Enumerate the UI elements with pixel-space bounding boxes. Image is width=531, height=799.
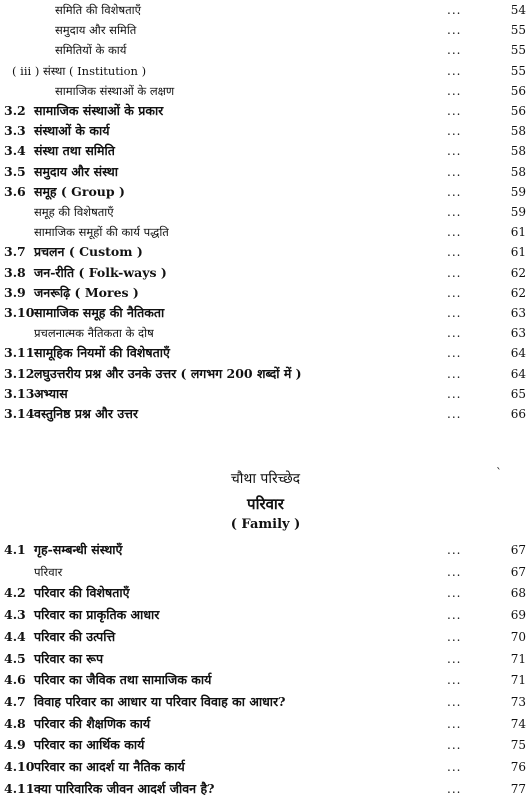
toc-entry bbox=[0, 364, 531, 384]
entry-number: 4.5 bbox=[4, 650, 26, 666]
entry-page-number: 58 bbox=[510, 124, 526, 139]
entry-page-number: 71 bbox=[510, 673, 526, 688]
entry-title: जनरूढ़ि ( Mores ) bbox=[34, 284, 139, 300]
entry-title: ( iii ) संस्था ( Institution ) bbox=[12, 63, 147, 78]
toc-entry bbox=[0, 141, 531, 161]
leader-dots: ... bbox=[447, 245, 462, 260]
leader-dots: ... bbox=[447, 3, 462, 17]
entry-title: समुदाय और समिति bbox=[55, 23, 137, 38]
entry-page-number: 59 bbox=[510, 184, 526, 199]
toc-entry bbox=[0, 323, 531, 343]
entry-title: सामाजिक संस्थाओं के लक्षण bbox=[55, 83, 175, 98]
entry-page-number: 76 bbox=[510, 760, 526, 774]
entry-number: 4.1 bbox=[4, 542, 26, 557]
toc-entry bbox=[0, 20, 531, 40]
toc-entry bbox=[0, 303, 531, 323]
leader-dots: ... bbox=[447, 124, 462, 139]
chapter-subtitle: ( Family ) bbox=[230, 517, 301, 532]
entry-number: 4.2 bbox=[4, 585, 26, 601]
toc-entry bbox=[0, 121, 531, 141]
leader-dots: ... bbox=[447, 716, 462, 731]
entry-title: संस्थाओं के कार्य bbox=[34, 123, 110, 139]
entry-page-number: 62 bbox=[510, 285, 526, 300]
leader-dots: ... bbox=[447, 285, 462, 300]
leader-dots: ... bbox=[447, 184, 462, 199]
toc-entry bbox=[0, 263, 531, 283]
entry-page-number: 55 bbox=[510, 43, 526, 58]
entry-title: प्रचलनात्मक नैतिकता के दोष bbox=[34, 326, 154, 341]
entry-title: समूह की विशेषताएँ bbox=[34, 205, 114, 219]
toc-entry bbox=[0, 779, 531, 799]
entry-page-number: 73 bbox=[510, 694, 526, 709]
toc-entry bbox=[0, 692, 531, 712]
leader-dots: ... bbox=[447, 23, 462, 38]
entry-page-number: 55 bbox=[510, 63, 526, 78]
entry-page-number: 64 bbox=[510, 366, 526, 381]
entry-number: 3.2 bbox=[4, 103, 26, 118]
leader-dots: ... bbox=[447, 144, 462, 159]
entry-title: लघुउत्तरीय प्रश्न और उनके उत्तर ( लगभग 200 शब्दों में ) bbox=[34, 365, 302, 381]
entry-number: 4.7 bbox=[4, 693, 26, 709]
leader-dots: ... bbox=[447, 63, 462, 78]
toc-entry bbox=[0, 649, 531, 669]
toc-entry bbox=[0, 162, 531, 182]
toc-entry bbox=[0, 627, 531, 647]
entry-page-number: 59 bbox=[510, 205, 526, 219]
entry-title: परिवार का आदर्श या नैतिक कार्य bbox=[34, 759, 185, 774]
entry-title: परिवार का रूप bbox=[34, 650, 104, 666]
entry-title: जन-रीति ( Folk-ways ) bbox=[34, 264, 167, 280]
entry-page-number: 61 bbox=[510, 225, 526, 240]
entry-title: अभ्यास bbox=[34, 385, 68, 401]
chapter-label: चौथा परिच्छेद bbox=[230, 471, 301, 487]
leader-dots: ... bbox=[447, 543, 462, 557]
entry-title: परिवार की उत्पत्ति bbox=[34, 628, 116, 644]
entry-page-number: 62 bbox=[510, 265, 526, 280]
toc-entry bbox=[0, 101, 531, 121]
entry-page-number: 65 bbox=[510, 386, 526, 401]
entry-number: 4.8 bbox=[4, 715, 26, 731]
leader-dots: ... bbox=[447, 586, 462, 601]
entry-number: 3.11 bbox=[4, 345, 35, 361]
entry-title: सामूहिक नियमों की विशेषताएँ bbox=[34, 345, 170, 361]
leader-dots: ... bbox=[447, 760, 462, 774]
entry-number: 3.9 bbox=[4, 284, 26, 300]
entry-number: 4.10 bbox=[4, 759, 35, 774]
stray-mark: ` bbox=[496, 466, 502, 480]
entry-number: 3.14 bbox=[4, 406, 35, 421]
entry-page-number: 67 bbox=[510, 564, 526, 579]
toc-entry bbox=[0, 562, 531, 582]
toc-entry bbox=[0, 605, 531, 625]
entry-page-number: 75 bbox=[510, 738, 526, 753]
entry-page-number: 68 bbox=[510, 586, 526, 601]
entry-number: 4.9 bbox=[4, 737, 26, 753]
leader-dots: ... bbox=[447, 608, 462, 623]
entry-title: सामाजिक संस्थाओं के प्रकार bbox=[34, 103, 164, 118]
leader-dots: ... bbox=[447, 407, 462, 421]
entry-number: 3.12 bbox=[4, 365, 35, 381]
entry-title: परिवार की शैक्षणिक कार्य bbox=[34, 715, 151, 731]
entry-title: समितियों के कार्य bbox=[55, 43, 127, 58]
entry-number: 3.4 bbox=[4, 143, 26, 159]
entry-page-number: 58 bbox=[510, 144, 526, 159]
leader-dots: ... bbox=[447, 694, 462, 709]
leader-dots: ... bbox=[447, 205, 462, 219]
entry-title: परिवार का आर्थिक कार्य bbox=[34, 737, 145, 753]
entry-page-number: 64 bbox=[510, 346, 526, 361]
toc-entry bbox=[0, 343, 531, 363]
leader-dots: ... bbox=[447, 265, 462, 280]
toc-entry bbox=[0, 222, 531, 242]
leader-dots: ... bbox=[447, 346, 462, 361]
leader-dots: ... bbox=[447, 225, 462, 240]
leader-dots: ... bbox=[447, 366, 462, 381]
leader-dots: ... bbox=[447, 651, 462, 666]
leader-dots: ... bbox=[447, 781, 462, 796]
entry-number: 4.3 bbox=[4, 607, 26, 623]
toc-entry bbox=[0, 714, 531, 734]
entry-page-number: 56 bbox=[510, 104, 526, 118]
toc-entry bbox=[0, 404, 531, 424]
entry-title: प्रचलन ( Custom ) bbox=[34, 244, 143, 260]
entry-title: परिवार bbox=[34, 564, 63, 579]
entry-title: समुदाय और संस्था bbox=[34, 163, 118, 179]
leader-dots: ... bbox=[447, 738, 462, 753]
entry-number: 3.10 bbox=[4, 305, 35, 320]
toc-entry bbox=[0, 40, 531, 60]
entry-number: 3.13 bbox=[4, 385, 35, 401]
entry-title: वस्तुनिष्ठ प्रश्न और उत्तर bbox=[34, 406, 138, 421]
toc-entry bbox=[0, 384, 531, 404]
entry-number: 4.11 bbox=[4, 780, 35, 796]
chapter-title: परिवार bbox=[247, 495, 284, 513]
toc-entry bbox=[0, 283, 531, 303]
toc-entry bbox=[0, 540, 531, 560]
leader-dots: ... bbox=[447, 43, 462, 58]
entry-title: विवाह परिवार का आधार या परिवार विवाह का आधार? bbox=[34, 693, 286, 709]
entry-title: गृह-सम्बन्धी संस्थाएँ bbox=[34, 542, 123, 557]
entry-title: समिति की विशेषताएँ bbox=[55, 3, 142, 17]
entry-title: सामाजिक समूह की नैतिकता bbox=[34, 305, 165, 320]
entry-page-number: 74 bbox=[510, 716, 526, 731]
toc-entry bbox=[0, 583, 531, 603]
entry-number: 3.5 bbox=[4, 163, 26, 179]
entry-title: परिवार का जैविक तथा सामाजिक कार्य bbox=[34, 672, 212, 688]
leader-dots: ... bbox=[447, 673, 462, 688]
entry-page-number: 63 bbox=[510, 306, 526, 320]
entry-title: क्या पारिवारिक जीवन आदर्श जीवन है? bbox=[34, 780, 215, 796]
toc-entry bbox=[0, 202, 531, 222]
toc-entry bbox=[0, 182, 531, 202]
leader-dots: ... bbox=[447, 386, 462, 401]
entry-page-number: 56 bbox=[510, 83, 526, 98]
entry-number: 3.6 bbox=[4, 183, 26, 199]
toc-entry bbox=[0, 670, 531, 690]
entry-page-number: 69 bbox=[510, 608, 526, 623]
leader-dots: ... bbox=[447, 164, 462, 179]
entry-page-number: 54 bbox=[510, 3, 526, 17]
toc-entry bbox=[0, 61, 531, 81]
entry-page-number: 58 bbox=[510, 164, 526, 179]
leader-dots: ... bbox=[447, 306, 462, 320]
toc-entry bbox=[0, 0, 531, 20]
entry-title: संस्था तथा समिति bbox=[34, 143, 115, 159]
leader-dots: ... bbox=[447, 564, 462, 579]
entry-title: परिवार की विशेषताएँ bbox=[34, 585, 130, 601]
entry-page-number: 63 bbox=[510, 326, 526, 341]
entry-page-number: 77 bbox=[510, 781, 526, 796]
toc-entry bbox=[0, 242, 531, 262]
leader-dots: ... bbox=[447, 629, 462, 644]
entry-title: समूह ( Group ) bbox=[34, 183, 125, 199]
leader-dots: ... bbox=[447, 104, 462, 118]
entry-page-number: 66 bbox=[510, 407, 526, 421]
entry-number: 3.8 bbox=[4, 264, 26, 280]
entry-page-number: 70 bbox=[510, 629, 526, 644]
entry-page-number: 61 bbox=[510, 245, 526, 260]
leader-dots: ... bbox=[447, 326, 462, 341]
toc-entry bbox=[0, 735, 531, 755]
entry-page-number: 67 bbox=[510, 543, 526, 557]
toc-entry bbox=[0, 81, 531, 101]
entry-title: सामाजिक समूहों की कार्य पद्धति bbox=[34, 225, 169, 240]
entry-title: परिवार का प्राकृतिक आधार bbox=[34, 607, 160, 623]
entry-number: 4.4 bbox=[4, 628, 26, 644]
entry-number: 3.7 bbox=[4, 244, 26, 260]
entry-page-number: 55 bbox=[510, 23, 526, 38]
toc-entry bbox=[0, 757, 531, 777]
entry-number: 3.3 bbox=[4, 123, 26, 139]
leader-dots: ... bbox=[447, 83, 462, 98]
entry-number: 4.6 bbox=[4, 672, 26, 688]
entry-page-number: 71 bbox=[510, 651, 526, 666]
